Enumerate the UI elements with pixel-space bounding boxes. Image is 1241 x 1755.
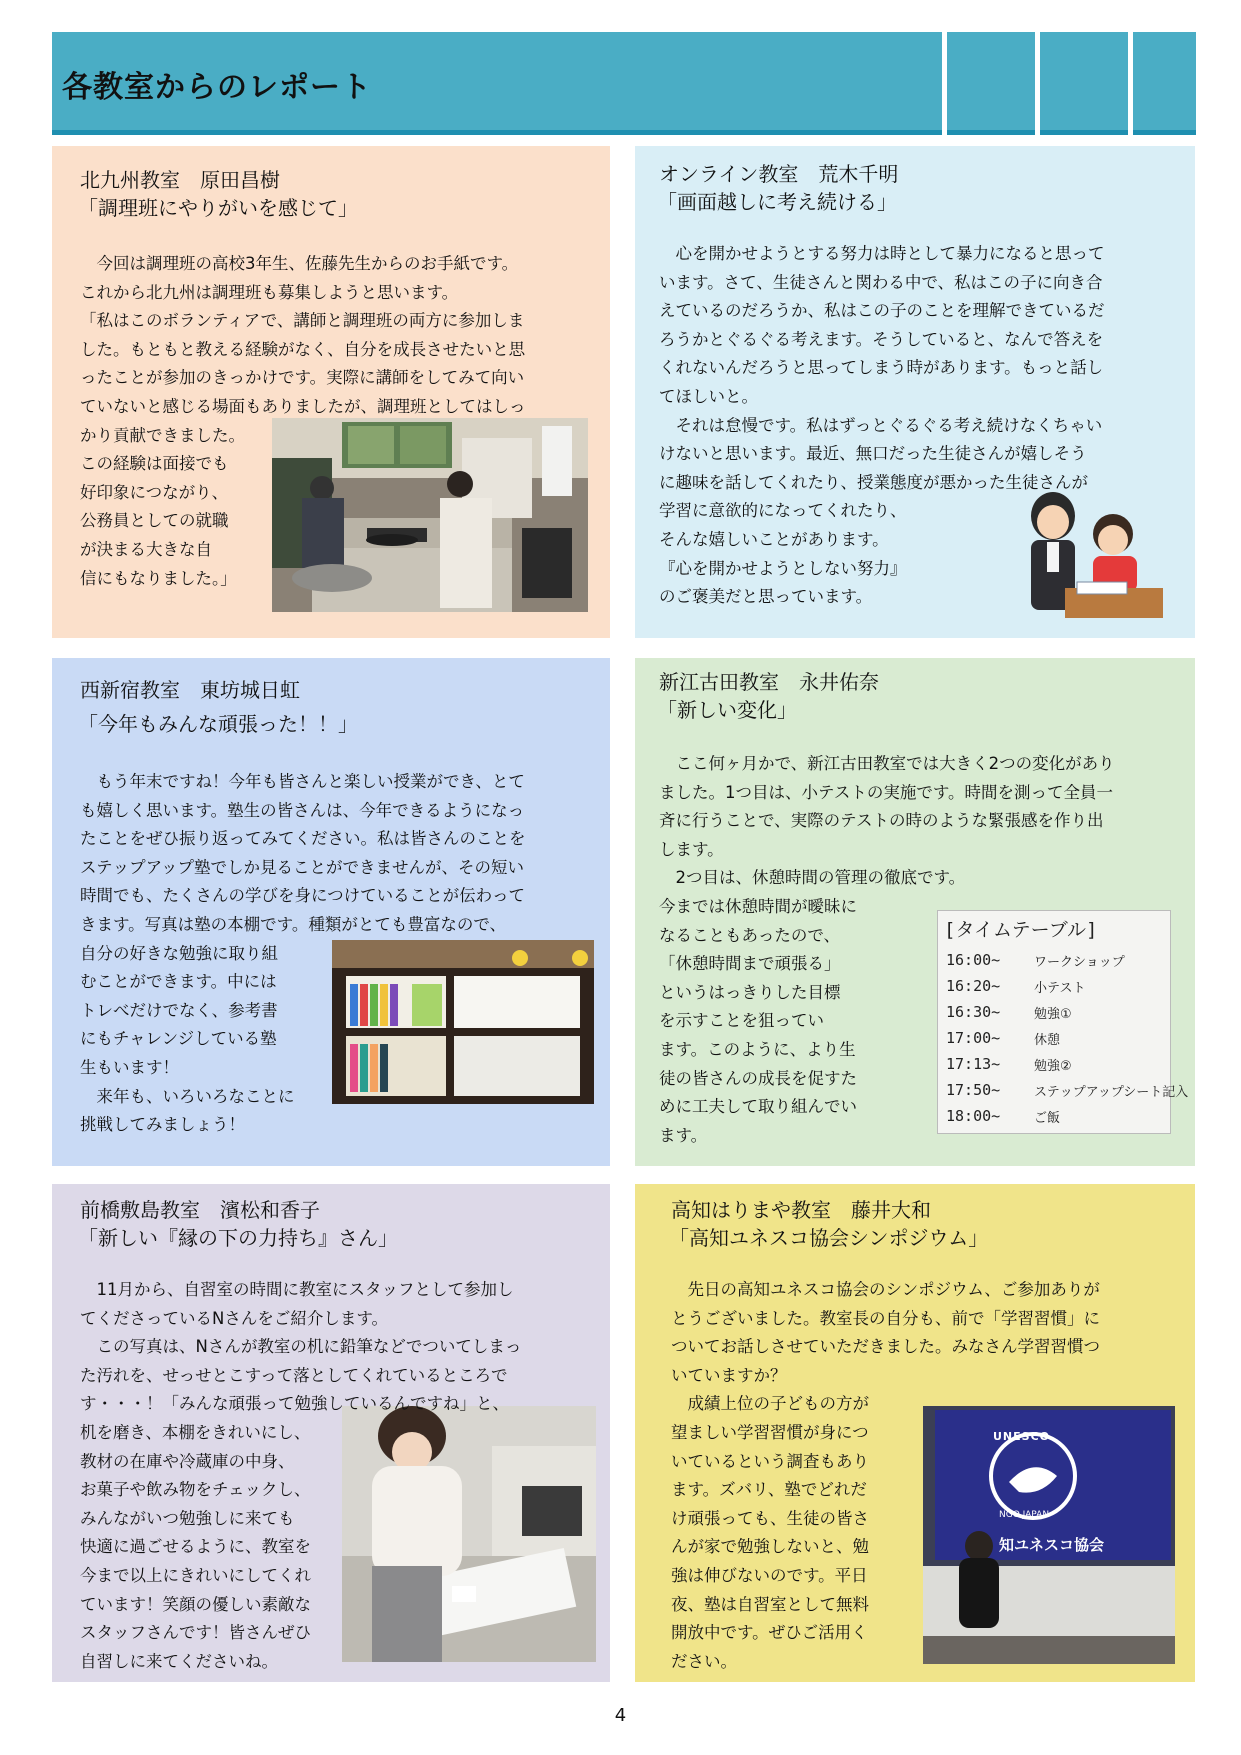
timetable-item: 休憩 (1034, 1033, 1061, 1048)
banner-association-name: 知ユネスコ協会 (999, 1536, 1105, 1554)
report-kochi (635, 1184, 1195, 1682)
body-line: も嬉しく思います。塾生の皆さんは、今年できるようになっ (80, 800, 525, 820)
body-line: んが家で勉強しないと、勉 (671, 1537, 869, 1557)
section-title: 新江古田教室 永井佑奈 (659, 670, 879, 694)
body-line: 今まで以上にきれいにしてくれ (80, 1566, 311, 1585)
timetable-time: 18:00~ (946, 1107, 1001, 1125)
body-line: これから北九州は調理班も募集しようと思います。 (80, 282, 459, 302)
header-banner (52, 32, 942, 135)
body-line: ださい。 (671, 1651, 737, 1671)
timetable-time: 17:13~ (946, 1055, 1001, 1073)
timetable-item: 小テスト (1034, 981, 1086, 996)
section-subtitle: 「新しい『縁の下の力持ち』さん」 (78, 1226, 398, 1250)
section-title: オンライン教室 荒木千明 (659, 162, 899, 186)
body-line: 2つ目は、休憩時間の管理の徹底です。 (659, 868, 966, 888)
bookshelf-photo (332, 940, 594, 1104)
body-line: 先日の高知ユネスコ協会のシンポジウム、ご参加ありが (671, 1280, 1100, 1299)
body-line: します。 (659, 839, 724, 859)
timetable-time: 16:30~ (946, 1003, 1001, 1021)
body-line: お菓子や飲み物をチェックし、 (80, 1480, 311, 1500)
section-title: 西新宿教室 東坊城日虹 (80, 678, 300, 702)
body-line: ろうかとぐるぐる考えます。そうしていると、なんで答えを (659, 329, 1104, 349)
unesco-ring-text: UNESCO (993, 1430, 1050, 1443)
page-header (52, 32, 1196, 135)
body-line: 快適に過ごせるように、教室を (80, 1537, 311, 1557)
timetable-time: 17:00~ (946, 1029, 1001, 1047)
body-line: そんな嬉しいことがあります。 (659, 530, 889, 549)
body-line: ついてお話しさせていただきました。みなさん学習習慣つ (671, 1337, 1100, 1357)
cooking-photo (272, 418, 588, 612)
body-line: スタッフさんです！皆さんぜひ (80, 1623, 311, 1643)
body-line: この写真は、Nさんが教室の机に鉛筆などでついてしまっ (80, 1337, 522, 1357)
body-line: とうございました。教室長の自分も、前で「学習習慣」に (671, 1308, 1100, 1328)
body-line: 今までは休憩時間が曖昧に (659, 897, 857, 916)
body-line: に趣味を話してくれたり、授業態度が悪かった生徒さんが (659, 472, 1088, 492)
body-line: 自分の好きな勉強に取り組 (80, 943, 278, 963)
body-line: ていないと感じる場面もありましたが、調理班としてはしっ (80, 397, 526, 416)
page-title: 各教室からのレポート (62, 70, 372, 105)
body-line: ったことが参加のきっかけです。実際に講師をしてみて向い (80, 368, 525, 388)
body-line: のご褒美だと思っています。 (659, 587, 873, 607)
body-line: 望ましい学習習慣が身につ (671, 1423, 869, 1442)
body-line: トレべだけでなく、参考書 (80, 1000, 278, 1020)
body-line: かり貢献できました。 (80, 425, 245, 445)
section-title: 高知はりまや教室 藤井大和 (671, 1198, 931, 1222)
body-line: した。もともと教える経験がなく、自分を成長させたいと思 (80, 339, 526, 359)
body-line: 教材の在庫や冷蔵庫の中身、 (80, 1451, 295, 1471)
body-line: 成績上位の子どもの方が (671, 1394, 869, 1414)
body-line: けないと思います。最近、無口だった生徒さんが嬉しそう (659, 444, 1087, 464)
body-line: いているという調査もあり (671, 1451, 869, 1471)
cleaning-photo (342, 1406, 596, 1662)
body-line: えているのだろうか、私はこの子のことを理解できているだ (659, 301, 1105, 321)
teacher-student-illustration (1013, 484, 1163, 618)
body-line: た汚れを、せっせとこすって落としてくれているところで (80, 1365, 508, 1385)
report-online (635, 146, 1195, 638)
report-nishishinjuku (52, 658, 610, 1166)
header-square (1040, 32, 1128, 135)
body-line: 挑戦してみましょう！ (80, 1115, 245, 1135)
section-subtitle: 「画面越しに考え続ける」 (657, 190, 897, 214)
body-line: にもチャレンジしている塾 (80, 1029, 277, 1049)
body-line: 机を磨き、本棚をきれいにし、 (80, 1423, 311, 1442)
symposium-photo (923, 1406, 1175, 1664)
page-number: 4 (614, 1705, 627, 1726)
body-line: ここ何ヶ月かで、新江古田教室では大きく2つの変化があり (659, 754, 1115, 773)
body-line: それは怠慢です。私はずっとぐるぐる考え続けなくちゃい (659, 415, 1103, 435)
body-line: 来年も、いろいろなことに (80, 1086, 295, 1106)
body-line: 夜、塾は自習室として無料 (671, 1594, 869, 1614)
body-line: 徒の皆さんの成長を促すた (659, 1068, 857, 1088)
body-line: なることもあったので、 (659, 925, 841, 945)
report-shinegota (635, 658, 1195, 1166)
body-line: ました。1つ目は、小テストの実施です。時間を測って全員一 (659, 782, 1114, 802)
timetable-item: ワークショップ (1034, 955, 1125, 970)
body-line: 開放中です。ぜひご活用く (671, 1623, 868, 1643)
body-line: くれないんだろうと思ってしまう時があります。もっと話し (659, 358, 1104, 378)
body-line: ます。このように、より生 (659, 1040, 856, 1059)
body-line: いていますか？ (671, 1365, 787, 1385)
body-line: 「私はこのボランティアで、講師と調理班の両方に参加しま (80, 311, 525, 331)
body-line: きます。写真は塾の本棚です。種類がとても豊富なので、 (80, 915, 507, 934)
body-line: てくださっているNさんをご紹介します。 (80, 1308, 389, 1328)
body-line: 時間でも、たくさんの学びを身につけていることが伝わって (80, 886, 526, 906)
body-line: す・・・！「みんな頑張って勉強しているんですね」と、 (80, 1394, 509, 1414)
timetable-item: ご飯 (1034, 1111, 1061, 1126)
body-line: ます。 (659, 1125, 708, 1145)
body-line: 「休憩時間まで頑張る」 (659, 954, 841, 974)
body-line: 強は伸びないのです。平日 (671, 1566, 868, 1585)
timetable-item: 勉強② (1034, 1059, 1072, 1074)
timetable-heading: [タイムテーブル] (944, 919, 1098, 941)
body-line: 学習に意欲的になってくれたり、 (659, 501, 907, 521)
body-line: け頑張っても、生徒の皆さ (671, 1508, 869, 1528)
body-line: ステップアップ塾でしか見ることができませんが、その短い (80, 857, 525, 877)
section-title: 前橋敷島教室 濱松和香子 (80, 1198, 320, 1222)
body-line: たことをぜひ振り返ってみてください。私は皆さんのことを (80, 829, 526, 849)
section-subtitle: 「今年もみんな頑張った！！」 (78, 712, 358, 736)
body-line: 今回は調理班の高校3年生、佐藤先生からのお手紙です。 (80, 254, 519, 273)
body-line: てほしいと。 (659, 387, 758, 406)
body-line: むことができます。中には (80, 972, 277, 992)
timetable-time: 17:50~ (946, 1081, 1001, 1099)
body-line: 11月から、自習室の時間に教室にスタッフとして参加し (80, 1280, 514, 1299)
body-line: 信にもなりました。」 (80, 568, 237, 588)
report-kitakyushu (52, 146, 610, 638)
body-line: 生もいます！ (80, 1058, 179, 1077)
timetable-item: ステップアップシート記入 (1034, 1085, 1189, 1100)
unesco-sub-text: NGO JAPAN (999, 1510, 1050, 1520)
body-line: 心を開かせようとする努力は時として暴力になると思って (659, 244, 1105, 263)
body-line: 斉に行うことで、実際のテストの時のような緊張感を作り出 (659, 811, 1104, 831)
timetable-time: 16:00~ (946, 951, 1001, 969)
header-square (1133, 32, 1196, 135)
section-subtitle: 「新しい変化」 (657, 698, 797, 722)
body-line: というはっきりした目標 (659, 982, 841, 1002)
body-line: 公務員としての就職 (80, 511, 229, 531)
section-subtitle: 「調理班にやりがいを感じて」 (78, 196, 358, 220)
body-line: ています！笑顔の優しい素敵な (80, 1594, 311, 1614)
body-line: みんながいつ勉強しに来ても (80, 1508, 295, 1528)
body-line: います。さて、生徒さんと関わる中で、私はこの子に向き合 (659, 272, 1103, 292)
body-line: が決まる大きな自 (80, 540, 212, 559)
body-line: を示すことを狙ってい (659, 1011, 824, 1031)
body-line: 『心を開かせようとしない努力』 (659, 558, 907, 578)
body-line: 好印象につながり、 (80, 482, 229, 502)
section-title: 北九州教室 原田昌樹 (80, 168, 280, 192)
body-line: この経験は面接でも (80, 454, 229, 474)
report-maebashi (52, 1184, 610, 1682)
section-subtitle: 「高知ユネスコ協会シンポジウム」 (669, 1226, 989, 1250)
body-line: めに工夫して取り組んでい (659, 1097, 857, 1117)
body-line: もう年末ですね！今年も皆さんと楽しい授業ができ、とて (80, 772, 525, 791)
timetable-time: 16:20~ (946, 977, 1001, 995)
body-line: ます。ズバリ、塾でどれだ (671, 1480, 867, 1500)
body-line: 自習しに来てくださいね。 (80, 1651, 278, 1671)
header-square (947, 32, 1035, 135)
timetable-item: 勉強① (1034, 1007, 1072, 1022)
timetable-whiteboard (937, 910, 1189, 1134)
